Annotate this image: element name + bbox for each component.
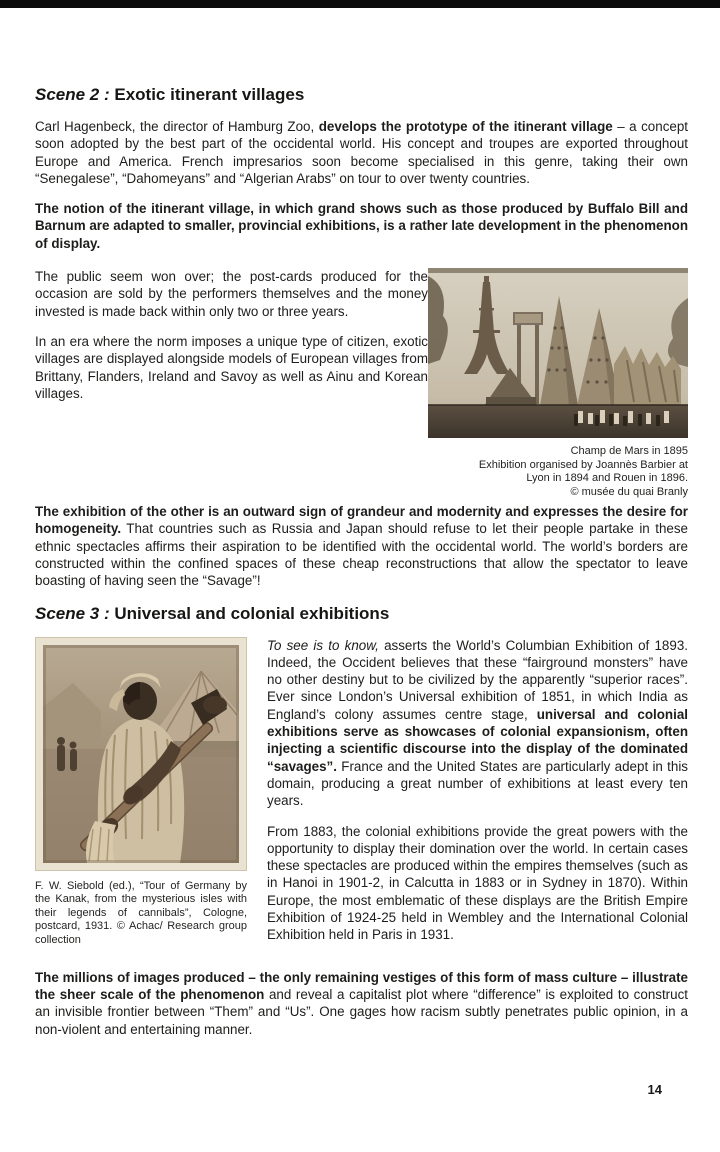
scene3-paragraph-3 [35, 957, 688, 1038]
scene3-heading [35, 603, 688, 624]
caption-line: © musée du quai Branly [570, 485, 688, 498]
kanak-postcard-figure [35, 637, 247, 948]
scene2-paragraph-1-text: Carl Hagenbeck, the director of Hamburg Zoo, [35, 119, 319, 134]
caption-line: Champ de Mars in 1895 [570, 445, 688, 458]
scene2-paragraph-1 [35, 118, 688, 187]
scene3-heading-label: Scene 3 : [35, 603, 115, 623]
scene3-paragraph-1-italic: To see is to know, [267, 637, 379, 653]
scene3-two-column-block [35, 637, 688, 944]
scene2-heading-label: Scene 2 : [35, 85, 115, 104]
kanak-postcard-photo [43, 645, 239, 863]
page-number: 14 [647, 1082, 662, 1097]
scene3-paragraph-1-rest: France and the United States are particularly adept in this domain, producing a great number of exhibitions at least every ten years. [267, 758, 688, 809]
scene3-paragraph-3-bold: The millions of images produced – the only remaining vestiges of this form of mass culture – illustrate the sheer scale of the phenomenon [35, 969, 688, 1002]
scene3-paragraph-2: From 1883, the colonial exhibitions provide the great powers with the opportunity to display their domination over the world. In certain cases these spectacles are produced within the empires themselves (such as in Hanoi in 1901-2, in Calcutta in 1883 or in Sydney in 1870). Within Europe, the most emblematic of these displays are the British Empire Exhibition of 1924-25 held in Wembley and the International Colonial Exhibition held in Paris in 1931. [267, 823, 688, 943]
scene2-paragraph-1-rest: – a concept soon adopted by the best part of the occidental world. His concept and troupes are exported throughout Europe and America. French impresarios soon become specialised in this genre, taking their own “Senegalese”, “Dahomeyans” and “Algerian Arabs” on tour to over twenty countries. [35, 119, 688, 186]
scene2-paragraph-5 [35, 499, 688, 589]
champ-de-mars-figure [428, 268, 688, 499]
scene2-paragraph-4: In an era where the norm imposes a unique type of citizen, exotic villages are displayed alongside models of European villages from Brittany, Flanders, Ireland and Savoy as well as Ainu and Korean villages. [35, 333, 428, 401]
page-content [0, 8, 720, 1038]
scene2-two-column-block [35, 268, 688, 498]
scene3-paragraph-1-text: asserts the World’s Columbian Exhibition of 1893. Indeed, the Occident believes that these “fairground monsters” have no other destiny but to be civilized by the apparently “superior races”. Ever since London’s Universal exhibition of 1851, in which India as England’s colony assumes centre stage, [267, 637, 688, 722]
caption-line: Exhibition organised by Joannès Barbier at [478, 458, 688, 471]
scene2-paragraph-5-rest: That countries such as Russia and Japan should refuse to let their people partake in these ethnic spectacles affirms their aspiration to be identified with the occidental world. The world’s borders are constructed within the confined spaces of these cheap reconstructions that allow the spectator to leave boasting of having seen the “Savage”! [35, 521, 688, 589]
scene3-paragraph-1-bold: universal and colonial exhibitions serve as showcases of colonial expansionism, often injecting a scientific discourse into the display of the dominated “savages”. [267, 706, 688, 774]
scene2-paragraph-2: The notion of the itinerant village, in which grand shows such as those produced by Buffalo Bill and Barnum are adapted to smaller, provincial exhibitions, is a rather late development in the phenomenon of display. [35, 201, 688, 251]
scene2-heading [35, 84, 688, 105]
champ-de-mars-photo [428, 268, 688, 438]
scene2-paragraph-1-bold: develops the prototype of the itinerant village [318, 119, 613, 134]
letterbox-top-bar [0, 0, 720, 8]
scene2-paragraph-5-bold: The exhibition of the other is an outward sign of grandeur and modernity and expresses the desire for homogeneity. [35, 504, 688, 537]
champ-de-mars-caption [428, 445, 688, 499]
caption-line: Lyon in 1894 and Rouen in 1896. [526, 472, 688, 485]
kanak-postcard-caption: F. W. Siebold (ed.), “Tour of Germany by the Kanak, from the mysterious isles with their legends of cannibals”, Cologne, postcard, 1931. © Achac/ Research group collection [35, 879, 247, 946]
scene2-paragraph-3: The public seem won over; the post-cards produced for the occasion are sold by the performers themselves and the money invested is made back within only two or three years. [35, 269, 428, 319]
scene2-heading-title: Exotic itinerant villages [114, 85, 305, 104]
kanak-postcard-frame [35, 637, 247, 871]
scene3-heading-title: Universal and colonial exhibitions [114, 603, 390, 623]
scene3-paragraph-3-rest: and reveal a capitalist plot where “difference” is exploited to construct an invisible frontier between “Them” and “Us”. One gages how racism subtly penetrates public opinion, in a non-violent and entertaining manner. [35, 986, 689, 1037]
